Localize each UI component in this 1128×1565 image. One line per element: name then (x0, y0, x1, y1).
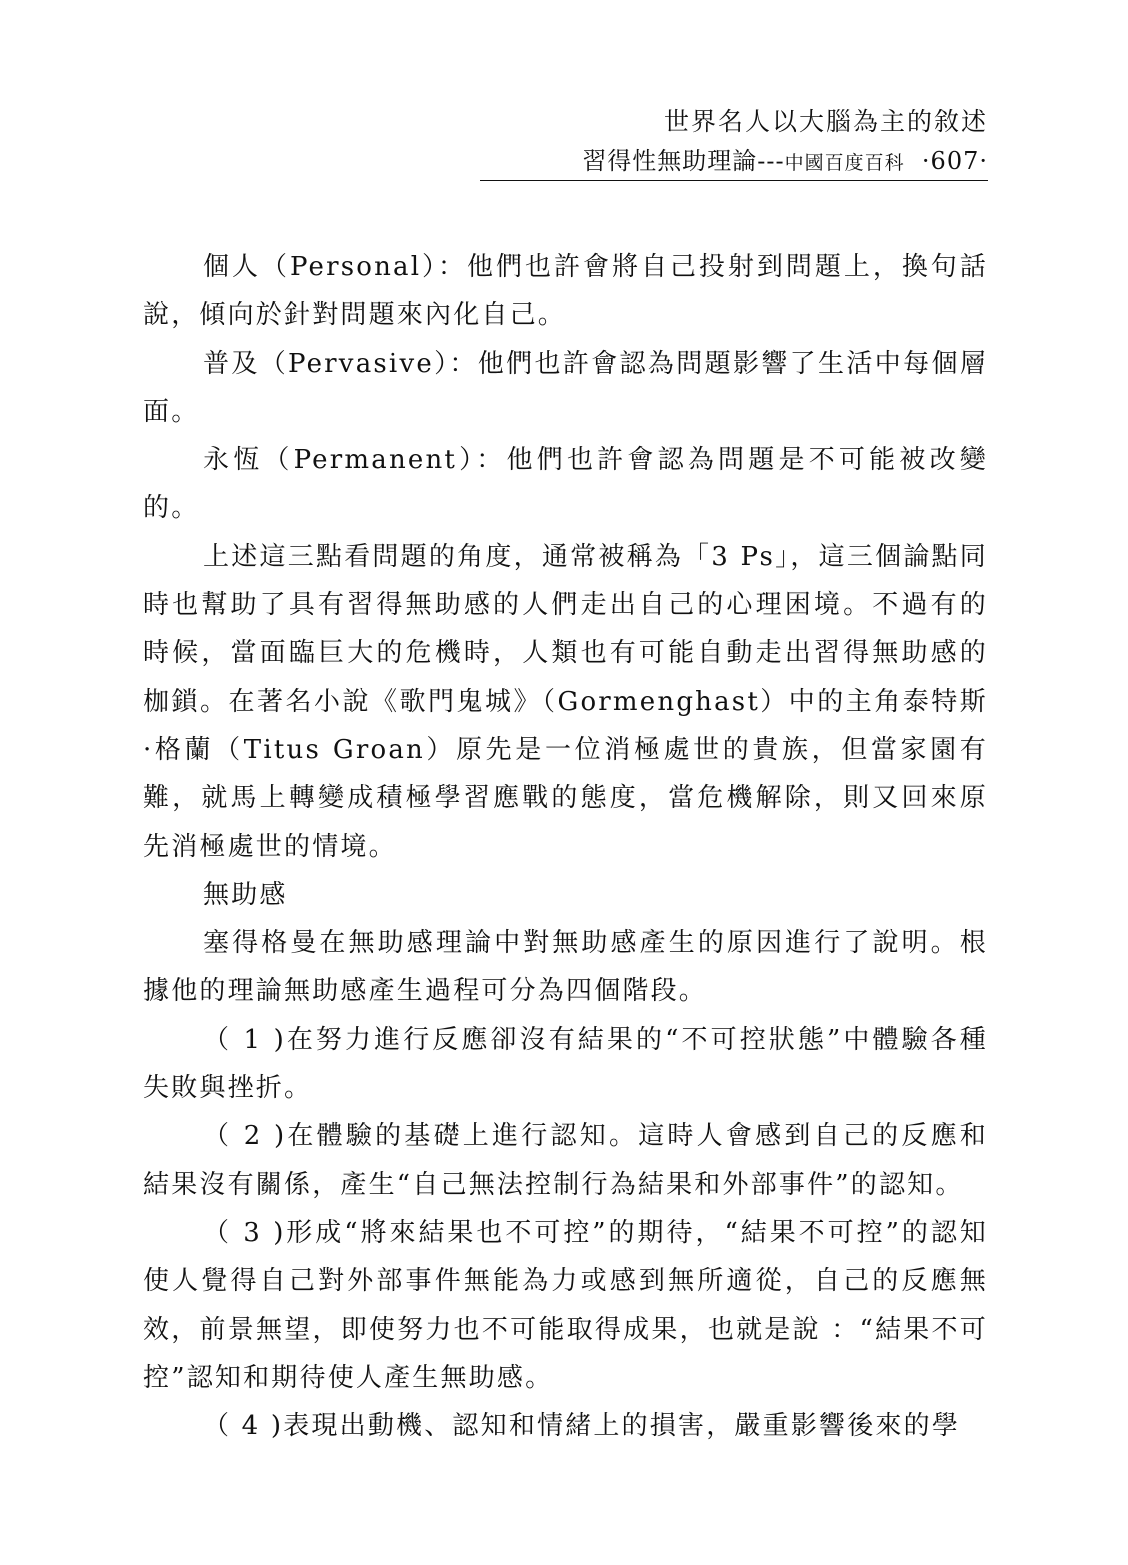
list-item-stage-4: （ 4 )表現出動機、認知和情緒上的損害，嚴重影響後來的學 (203, 1411, 961, 1442)
chapter-title: 習得性無助理論--- (582, 147, 785, 175)
chapter-source: 中國百度百科 (784, 152, 905, 174)
list-item-stage-2: （ 2 )在體驗的基礎上進行認知。這時人會感到自己的反應和結果沒有關係，產生“自己無法控制行為結果和外部事件”的認知。 (143, 1121, 988, 1200)
paragraph-pervasive: 普及（Pervasive）：他們也許會認為問題影響了生活中每個層面。 (143, 348, 988, 427)
body-text (143, 243, 988, 1450)
section-heading-helplessness: 無助感 (203, 879, 288, 910)
paragraph-permanent: 永恆（Permanent）：他們也許會認為問題是不可能被改變的。 (143, 445, 988, 524)
book-title: 世界名人以大腦為主的敘述 (663, 107, 988, 136)
chapter-line (480, 142, 988, 181)
page-number: ·607· (921, 147, 988, 175)
page-header (480, 102, 988, 181)
list-item-stage-3: （ 3 )形成“將來結果也不可控”的期待，“結果不可控”的認知使人覺得自己對外部事件無能為力或感到無所適從，自己的反應無效，前景無望，即使努力也不可能取得成果，也就是說 ：“結果不可控”認知和期待使人產生無助感。 (143, 1217, 988, 1393)
list-item-stage-1: （ 1 )在努力進行反應卻沒有結果的“不可控狀態”中體驗各種失敗與挫折。 (143, 1024, 988, 1104)
paragraph-personal: 個人（Personal）：他們也許會將自己投射到問題上，換句話說，傾向於針對問題來內化自己。 (143, 252, 988, 331)
paragraph-3ps: 上述這三點看問題的角度，通常被稱為「3 Ps」，這三個論點同時也幫助了具有習得無助感的人們走出自己的心理困境。不過有的時候，當面臨巨大的危機時，人類也有可能自動走出習得無助感的枷鎖。在著名小說《歌門鬼城》（Gormenghast）中的主角泰特斯·格蘭（Titus Groan）原先是一位消極處世的貴族，但當家園有難，就馬上轉變成積極學習應戰的態度，當危機解除，則又回來原先消極處世的情境。 (143, 541, 988, 862)
paragraph-seligman: 塞得格曼在無助感理論中對無助感產生的原因進行了說明。根據他的理論無助感產生過程可分為四個階段。 (143, 928, 988, 1007)
